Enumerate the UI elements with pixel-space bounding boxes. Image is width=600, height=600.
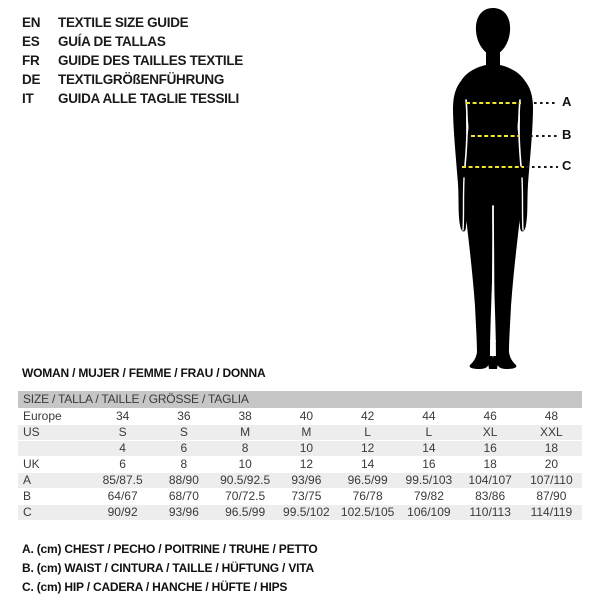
- size-cell: 104/107: [468, 473, 512, 487]
- size-cell: 6: [119, 457, 126, 471]
- size-cell: 107/110: [530, 473, 573, 487]
- size-cell: L: [364, 425, 371, 439]
- size-cell: 110/113: [469, 505, 511, 519]
- size-cell: L: [425, 425, 433, 439]
- size-cell: 36: [177, 409, 191, 423]
- table-row: [18, 440, 582, 456]
- size-cell: 18: [483, 457, 497, 471]
- size-cell: 6: [180, 441, 188, 455]
- size-cell: 10: [238, 457, 252, 471]
- language-row: [22, 32, 243, 51]
- size-cell: 46: [483, 409, 497, 423]
- size-cell: 96.5/99: [347, 473, 388, 487]
- legend-line: A. (cm) CHEST / PECHO / POITRINE / TRUHE / PETTO: [22, 542, 318, 556]
- size-cell: 20: [544, 457, 559, 471]
- size-cell: 99.5/102: [283, 505, 330, 519]
- table-row: [18, 456, 582, 472]
- gap-left-hand: [463, 178, 464, 230]
- measurement-legend: [22, 540, 318, 597]
- marker-label-waist: B: [562, 127, 572, 142]
- size-cell: 90/92: [107, 505, 138, 519]
- size-cell: 12: [299, 457, 314, 471]
- size-cell: M: [301, 425, 312, 439]
- size-cell: 12: [360, 441, 375, 455]
- language-row: [22, 70, 243, 89]
- size-cell: 88/90: [168, 473, 199, 487]
- size-cell: 14: [422, 441, 436, 455]
- size-cell: M: [240, 425, 251, 439]
- size-cell: S: [118, 425, 127, 439]
- language-code: DE: [22, 72, 41, 87]
- row-label: [18, 441, 92, 456]
- language-code: FR: [22, 53, 40, 68]
- size-cell: 93/96: [168, 505, 199, 519]
- language-title: GUIDE DES TAILLES TEXTILE: [58, 53, 244, 68]
- size-table-body: [18, 408, 582, 520]
- size-cell: 79/82: [413, 489, 444, 503]
- table-row: [18, 488, 582, 504]
- size-cell: 8: [241, 441, 249, 455]
- size-cell: 70/72.5: [225, 489, 266, 503]
- size-cell: 102.5/105: [340, 505, 395, 519]
- row-label: C: [23, 505, 32, 519]
- woman-silhouette: [450, 6, 600, 370]
- legend-line: B. (cm) WAIST / CINTURA / TAILLE / HÜFTUNG / VITA: [22, 561, 314, 575]
- size-cell: S: [179, 425, 188, 439]
- size-cell: 18: [544, 441, 559, 455]
- language-title-list: [22, 13, 243, 108]
- size-cell: 87/90: [536, 489, 567, 503]
- language-code: ES: [22, 34, 40, 49]
- size-cell: 10: [299, 441, 314, 455]
- size-cell: 73/75: [291, 489, 322, 503]
- language-code: IT: [22, 91, 34, 106]
- size-cell: 34: [115, 409, 130, 423]
- size-cell: 83/86: [475, 489, 506, 503]
- size-cell: 38: [238, 409, 252, 423]
- size-table-header: SIZE / TALLA / TAILLE / GRÖSSE / TAGLIA: [18, 391, 582, 408]
- size-cell: 90.5/92.5: [220, 473, 271, 487]
- size-cell: 96.5/99: [225, 505, 266, 519]
- marker-label-chest: A: [562, 94, 572, 109]
- silhouette-left-leg: [460, 166, 493, 369]
- size-cell: 106/109: [407, 505, 451, 519]
- size-cell: 42: [360, 409, 375, 423]
- size-cell: 14: [360, 457, 375, 471]
- gap-right-hand: [522, 178, 523, 230]
- size-cell: 4: [119, 441, 126, 455]
- table-row: [18, 472, 582, 488]
- size-cell: 93/96: [291, 473, 322, 487]
- language-row: [22, 51, 243, 70]
- table-row: [18, 504, 582, 520]
- row-label: A: [23, 473, 32, 487]
- size-cell: XL: [482, 425, 498, 439]
- row-label: UK: [23, 457, 40, 471]
- size-cell: 76/78: [352, 489, 383, 503]
- size-cell: 99.5/103: [405, 473, 453, 487]
- size-cell: 64/67: [107, 489, 138, 503]
- row-label: B: [23, 489, 32, 503]
- size-cell: 48: [544, 409, 559, 423]
- size-cell: XXL: [540, 425, 563, 439]
- table-row: [18, 424, 582, 440]
- language-title: TEXTILGRÖßENFÜHRUNG: [58, 72, 225, 87]
- row-label: Europe: [23, 409, 62, 423]
- marker-label-hip: C: [562, 158, 572, 173]
- size-cell: 85/87.5: [102, 473, 143, 487]
- size-cell: 40: [299, 409, 314, 423]
- language-title: TEXTILE SIZE GUIDE: [58, 15, 189, 30]
- legend-line: C. (cm) HIP / CADERA / HANCHE / HÜFTE / HIPS: [22, 580, 288, 594]
- size-cell: 44: [422, 409, 436, 423]
- language-code: EN: [22, 15, 41, 30]
- language-row: [22, 89, 243, 108]
- row-label: US: [23, 425, 40, 439]
- size-cell: 16: [422, 457, 436, 471]
- body-measurement-figure: [450, 6, 600, 370]
- table-row: [18, 408, 582, 424]
- size-cell: 8: [180, 457, 188, 471]
- silhouette-right-leg: [493, 166, 526, 369]
- size-cell: 68/70: [168, 489, 199, 503]
- size-cell: 16: [483, 441, 497, 455]
- size-cell: 114/119: [530, 505, 573, 519]
- language-row: [22, 13, 243, 32]
- section-title: WOMAN / MUJER / FEMME / FRAU / DONNA: [22, 366, 266, 380]
- size-table: [18, 391, 582, 520]
- language-title: GUÍA DE TALLAS: [58, 34, 166, 49]
- language-title: GUIDA ALLE TAGLIE TESSILI: [58, 91, 239, 106]
- gap-ankle-notch: [490, 340, 496, 358]
